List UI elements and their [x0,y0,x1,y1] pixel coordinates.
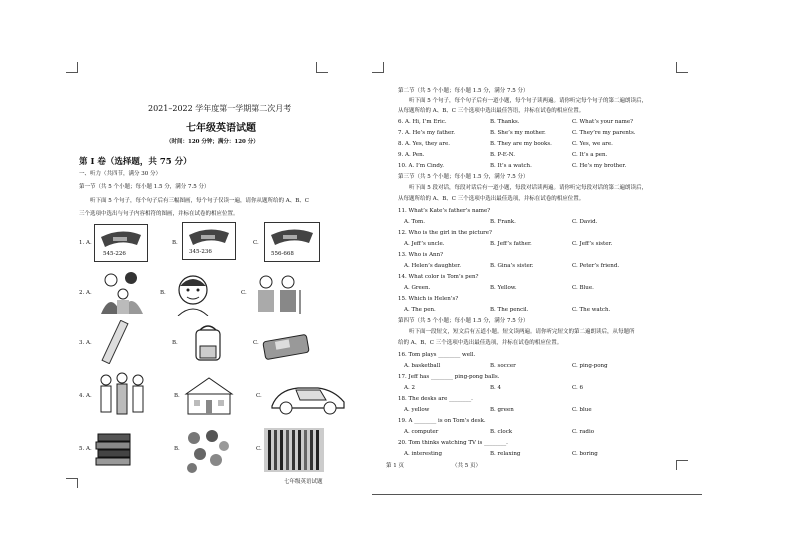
option-b: B. The pencil. [490,307,529,313]
option-c: C. ping-pong [572,363,608,369]
answer-row [0,118,794,128]
answer-row [0,129,794,139]
section4-instruction-cont: 给的 A、B、C 三个选项中选出最佳选项，并标在试卷的相应位置。 [398,340,563,346]
section3-instruction: 听下面 5 段对话，每段对话后有一道小题，每段对话读两遍。请你听完每段对话的第二遍朗读后， [409,185,647,191]
crop-mark [676,62,677,72]
answer-row [0,284,794,294]
question-text: 18. The desks are ________. [398,396,473,402]
crop-mark [77,62,78,72]
section1-instruction-cont: 三个选项中选出与句子内容相符的图画，并标在试卷的相应位置。 [79,211,239,217]
option-c: C. radio [572,429,595,435]
option-a: A. Helen’s daughter. [404,263,462,269]
phone-number: 556-668 [271,251,294,257]
answer-row [0,306,794,316]
ruler-icon [97,320,137,364]
option-b: B. Gina’s sister. [490,263,534,269]
question-text: 15. Which is Helen’s? [398,296,459,302]
time-info: （时间：120 分钟；满分：120 分） [166,139,259,145]
option-b: B. soccer [490,363,516,369]
section2-instruction: 听下面 5 个句子，每个句子后有一道小题，每个句子读两遍。请你听完每个句子的第二遍朗读后， [409,98,647,104]
crop-mark [676,460,677,470]
section3-heading: 第三节（共 5 个小题；每小题 1.5 分，满分 7.5 分） [398,174,529,180]
option-b: B. Yellow. [490,285,517,291]
option-c: C. He’s my brother. [572,163,627,169]
crop-mark [383,62,384,72]
option-a: A. interesting [404,451,442,457]
option-b: B. Frank. [490,219,516,225]
option-a: 10. A. I’m Cindy. [398,163,445,169]
option-c: C. boring [572,451,598,457]
q2-label: 2. A. [79,290,92,296]
option-a: 9. A. Pen. [398,152,425,158]
exam-subtitle: 七年级英语试题 [186,123,256,134]
option-c: C. 6 [572,385,584,391]
q4-option-c: C. [256,393,262,399]
phone-number: 545-226 [103,251,126,257]
option-c: C. Blue. [572,285,594,291]
answer-row [0,384,794,394]
section1-heading: 第一节（共 5 个小题；每小题 1.5 分，满分 7.5 分） [79,184,210,190]
option-b: B. green [490,407,514,413]
option-a: A. 2 [404,385,415,391]
option-b: B. It’s a watch. [490,163,532,169]
crop-mark [77,478,78,488]
q5-option-b: B. [174,446,180,452]
crop-mark [372,72,384,73]
option-c: C. Peter’s friend. [572,263,620,269]
answer-row [0,218,794,228]
crop-mark [676,460,688,461]
option-a: A. Jeff’s uncle. [404,241,445,247]
option-a: 6. A. Hi, I’m Eric. [398,119,447,125]
q4-option-b: B. [174,393,180,399]
q1-label: 1. A. [79,240,92,246]
option-a: A. Green. [404,285,431,291]
option-b: B. P-E-N. [490,152,515,158]
crop-mark [316,62,317,72]
question-text: 17. Jeff has ________ ping-pong balls. [398,374,500,380]
q1-option-b: B. [172,240,178,246]
option-b: B. Jeff’s father. [490,241,532,247]
crop-mark [676,72,688,73]
option-a: 7. A. He’s my father. [398,130,456,136]
answer-row [0,362,794,372]
option-c: C. It’s a pen. [572,152,608,158]
option-c: C. Yes, we are. [572,141,613,147]
q1-option-c: C. [253,240,259,246]
footer-page-number: 第 1 页 [386,463,404,469]
q2-option-c: C. [241,290,247,296]
section4-heading: 第四节（共 5 个小题；每小题 1.5 分，满分 7.5 分） [398,318,529,324]
option-b: B. She’s my mother. [490,130,546,136]
section2-instruction-cont: 从每题所给的 A、B、C 三个选项中选出最佳答语，并标在试卷的相应位置。 [398,108,585,114]
option-c: C. David. [572,219,598,225]
option-a: A. The pen. [404,307,436,313]
footer-rule [372,494,702,495]
option-b: B. They are my books. [490,141,552,147]
left-footer: 七年级英语试题 [284,479,323,485]
question-text: 19. A ________ is on Tom’s desk. [398,418,486,424]
question-text: 16. Tom plays ________ well. [398,352,476,358]
q3-option-b: B. [172,340,178,346]
option-a: A. yellow [404,407,430,413]
q3-option-c: C. [253,340,259,346]
q3-label: 3. A. [79,340,92,346]
answer-row [0,162,794,172]
option-c: C. They’re my parents. [572,130,636,136]
question-text: 14. What color is Tom’s pen? [398,274,479,280]
part1-heading: 第 I 卷（选择题，共 75 分） [79,157,192,167]
answer-row [0,240,794,250]
pencil-case-icon [262,330,310,360]
option-b: B. 4 [490,385,502,391]
option-b: B. relaxing [490,451,521,457]
q5-label: 5. A. [79,446,92,452]
answer-row [0,262,794,272]
answer-row [0,151,794,161]
option-c: C. The watch. [572,307,611,313]
q4-label: 4. A. [79,393,92,399]
option-c: C. Jeff’s sister. [572,241,613,247]
crop-mark [66,72,78,73]
option-b: B. clock [490,429,513,435]
section2-heading: 第二节（共 5 个小题；每小题 1.5 分，满分 7.5 分） [398,88,529,94]
section4-instruction: 听下面一段短文，短文后有五道小题。短文读两遍。请你听完短文的第二遍朗读后，从每题所 [409,329,635,335]
answer-row [0,450,794,460]
question-text: 12. Who is the girl in the picture? [398,230,493,236]
option-c: C. What’s your name? [572,119,634,125]
q2-option-b: B. [160,290,166,296]
question-text: 13. Who is Ann? [398,252,444,258]
question-text: 11. What’s Kate’s father’s name? [398,208,491,214]
option-a: A. Tom. [404,219,425,225]
exam-title: 2021–2022 学年度第一学期第二次月考 [148,104,292,113]
answer-row [0,428,794,438]
crop-mark [316,72,328,73]
option-a: A. computer [404,429,439,435]
listening-heading: 一、听力（共四节，满分 30 分） [79,171,161,177]
option-a: A. basketball [404,363,441,369]
section3-instruction-cont: 从每题所给的 A、B、C 三个选项中选出最佳选项，并标在试卷的相应位置。 [398,196,585,202]
section1-instruction: 听下面 5 个句子，每个句子后有三幅图画，每个句子仅读一遍，请你从题所给的 A、B、C [90,198,309,204]
answer-row [0,140,794,150]
phone-number: 345-236 [189,249,212,255]
answer-row [0,406,794,416]
option-b: B. Thanks. [490,119,520,125]
backpack-icon [190,322,226,362]
option-c: C. blue [572,407,592,413]
footer-total-pages: （共 5 页） [452,463,481,469]
q5-option-c: C. [256,446,262,452]
option-a: 8. A. Yes, they are. [398,141,450,147]
question-text: 20. Tom thinks watching TV is ________. [398,440,508,446]
